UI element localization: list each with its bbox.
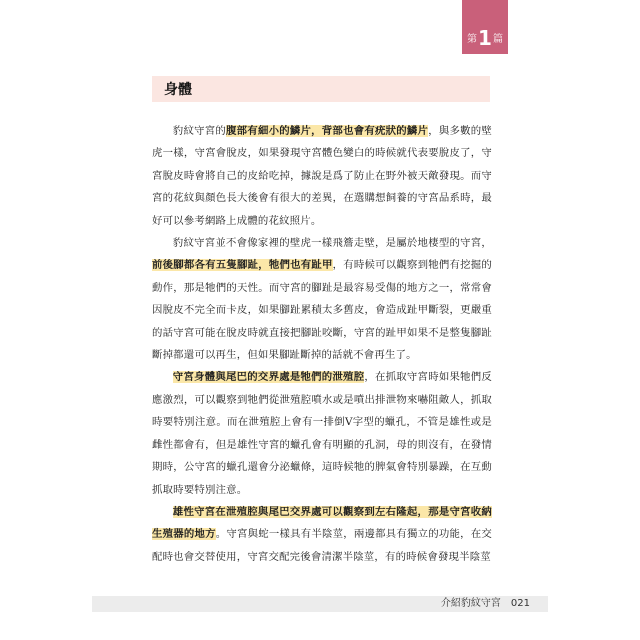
section-heading: [152, 76, 490, 102]
body-text: [152, 120, 492, 568]
highlighted-text: 雄性守宮在泄殖腔與尾巴交界處可以觀察到左右隆起，那是守宮收納生殖器的地方: [152, 505, 492, 541]
text-run: ，在抓取守宮時如果牠們反應激烈，可以觀察到牠們從泄殖腔噴水或是噴出排泄物來嚇阻敵人，抓取時要特別注意。而在泄殖腔上會有一排倒V字型的蠟孔，不管是雄性或是雌性都會有，但是雄性守宮的蠟孔會有明顯的孔洞，母的則沒有，在發情期時，公守宮的蠟孔還會分泌蠟條，這時候牠的脾氣會特別暴躁，在互動抓取時要特別注意。: [152, 371, 492, 496]
highlighted-text: 腹部有細小的鱗片，背部也會有疣狀的鱗片: [226, 125, 429, 137]
highlighted-text: 前後腳都各有五隻腳趾，牠們也有趾甲: [152, 259, 333, 272]
paragraph: [152, 120, 492, 232]
chapter-suffix: 篇: [492, 34, 503, 45]
footer: [441, 598, 530, 610]
text-run: ，與多數的壁虎一樣，守宮會脫皮，如果發現守宮體色變白的時候就代表要脫皮了，守宮脫皮時會將自己的皮給吃掉，據說是爲了防止在野外被天敵發現。而守宮的花紋與顏色長大後會有很大的差異，在選購想飼養的守宮品系時，最好可以參考網路上成體的花紋照片。: [152, 125, 492, 227]
text-run: 豹紋守宮並不會像家裡的壁虎一樣飛簷走壁，是屬於地棲型的守宮，: [172, 237, 492, 250]
paragraph: [152, 366, 492, 500]
highlighted-text: 守宮身體與尾巴的交界處是牠們的泄殖腔: [172, 371, 365, 384]
paragraph: [152, 501, 492, 568]
text-run: 。守宮與蛇一樣具有半陰莖，兩邊都具有獨立的功能，在交配時也會交替使用，守宮交配完後會清潔半陰莖，有的時候會發現半陰莖: [152, 528, 493, 563]
chapter-tab: [462, 0, 508, 54]
page-number: 021: [510, 598, 530, 609]
chapter-prefix: 第: [467, 34, 478, 45]
section-title: 身體: [164, 82, 192, 98]
chapter-number: 1: [478, 26, 492, 50]
paragraph: [152, 232, 492, 366]
text-run: 豹紋守宮的: [172, 125, 227, 137]
footer-label: 介紹豹紋守宮: [440, 598, 501, 609]
text-run: ，有時候可以觀察到牠們有挖掘的動作，那是牠們的天性。而守宮的腳趾是最容易受傷的地方之一，常常會因脫皮不完全而卡皮，如果腳趾累積太多舊皮，會造成趾甲斷裂，更嚴重的話守宮可能在脫皮時就直接把腳趾咬斷，守宮的趾甲如果不是整隻腳趾斷掉都還可以再生，但如果腳趾斷掉的話就不會再生了。: [152, 259, 492, 362]
